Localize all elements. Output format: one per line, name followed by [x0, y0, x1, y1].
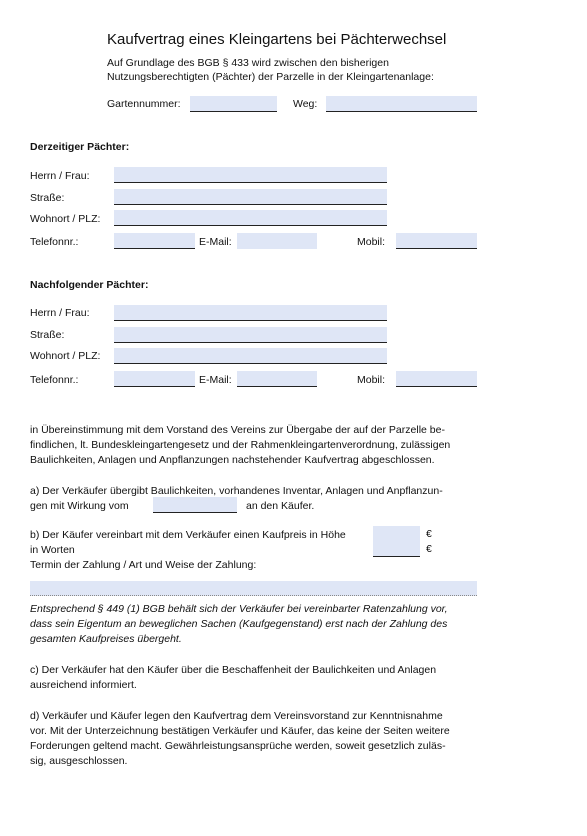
- next-name-field[interactable]: [114, 305, 387, 321]
- clause-d-line-1: d) Verkäufer und Käufer legen den Kaufvertrag dem Vereinsvorstand zur Kenntnisnahme: [30, 710, 443, 722]
- next-phone-field[interactable]: [114, 371, 195, 387]
- current-email-label: E-Mail:: [199, 236, 232, 248]
- clause-c-line-1: c) Der Verkäufer hat den Käufer über die Beschaffenheit der Baulichkeiten und Anlagen: [30, 664, 437, 676]
- current-name-label: Herrn / Frau:: [30, 170, 90, 182]
- note-line-3: gesamten Kaufpreises übergeht.: [30, 633, 182, 645]
- next-street-field[interactable]: [114, 327, 387, 343]
- next-name-label: Herrn / Frau:: [30, 307, 90, 319]
- current-email-field[interactable]: [237, 233, 317, 249]
- note-line-2: dass sein Eigentum an beweglichen Sachen (Kaufgegenstand) erst nach der Zahlung des: [30, 618, 448, 630]
- current-name-field[interactable]: [114, 167, 387, 183]
- clause-a-line-1: a) Der Verkäufer übergibt Baulichkeiten, vorhandenes Inventar, Anlagen und Anpflanzun-: [30, 485, 443, 497]
- next-mobile-label: Mobil:: [357, 374, 386, 386]
- current-city-label: Wohnort / PLZ:: [30, 213, 101, 225]
- next-city-label: Wohnort / PLZ:: [30, 350, 101, 362]
- current-phone-field[interactable]: [114, 233, 195, 249]
- next-street-label: Straße:: [30, 329, 65, 341]
- current-mobile-label: Mobil:: [357, 236, 386, 248]
- weg-label: Weg:: [293, 98, 318, 110]
- next-mobile-field[interactable]: [396, 371, 477, 387]
- current-tenant-heading: Derzeitiger Pächter:: [30, 141, 130, 153]
- euro-sign-price: €: [426, 528, 432, 540]
- clause-a-line-2-end: an den Käufer.: [246, 500, 315, 512]
- payment-terms-field[interactable]: [30, 581, 477, 596]
- clause-c-line-2: ausreichend informiert.: [30, 679, 137, 691]
- current-phone-label: Telefonnr.:: [30, 236, 79, 248]
- next-email-field[interactable]: [237, 371, 317, 387]
- current-street-field[interactable]: [114, 189, 387, 205]
- agreement-line-1: in Übereinstimmung mit dem Vorstand des Vereins zur Übergabe der auf der Parzelle be-: [30, 424, 445, 436]
- agreement-line-3: Baulichkeiten, Anlagen und Anpflanzungen nachstehender Kaufvertrag abgeschlossen.: [30, 454, 435, 466]
- current-city-field[interactable]: [114, 210, 387, 226]
- next-phone-label: Telefonnr.:: [30, 374, 79, 386]
- clause-d-line-4: sig, ausgeschlossen.: [30, 755, 128, 767]
- current-street-label: Straße:: [30, 192, 65, 204]
- next-city-field[interactable]: [114, 348, 387, 364]
- gartennummer-field[interactable]: [190, 96, 277, 112]
- clause-d-line-2: vor. Mit der Unterzeichnung bestätigen Verkäufer und Käufer, das keine der Seiten weitere: [30, 725, 450, 737]
- price-words-field[interactable]: [373, 541, 420, 557]
- euro-sign-words: €: [426, 543, 432, 555]
- next-email-label: E-Mail:: [199, 374, 232, 386]
- clause-d-line-3: Forderungen geltend macht. Gewährleistungsansprüche werden, soweit gesetzlich zuläs-: [30, 740, 446, 752]
- transfer-date-field[interactable]: [153, 497, 237, 513]
- current-mobile-field[interactable]: [396, 233, 477, 249]
- page-title: Kaufvertrag eines Kleingartens bei Pächterwechsel: [107, 31, 447, 48]
- clause-a-line-2: gen mit Wirkung vom: [30, 500, 129, 512]
- gartennummer-label: Gartennummer:: [107, 98, 181, 110]
- intro-line-2: Nutzungsberechtigten (Pächter) der Parzelle in der Kleingartenanlage:: [107, 71, 434, 83]
- agreement-line-2: findlichen, lt. Bundeskleingartengesetz und der Rahmenkleingartenverordnung, zulässigen: [30, 439, 451, 451]
- intro-line-1: Auf Grundlage des BGB § 433 wird zwischen den bisherigen: [107, 57, 389, 69]
- price-field[interactable]: [373, 526, 420, 542]
- clause-b-line-3: Termin der Zahlung / Art und Weise der Zahlung:: [30, 559, 257, 571]
- weg-field[interactable]: [326, 96, 477, 112]
- next-tenant-heading: Nachfolgender Pächter:: [30, 279, 149, 291]
- clause-b-line-1: b) Der Käufer vereinbart mit dem Verkäufer einen Kaufpreis in Höhe: [30, 529, 346, 541]
- clause-b-line-2: in Worten: [30, 544, 75, 556]
- note-line-1: Entsprechend § 449 (1) BGB behält sich der Verkäufer bei vereinbarter Ratenzahlung vor,: [30, 603, 448, 615]
